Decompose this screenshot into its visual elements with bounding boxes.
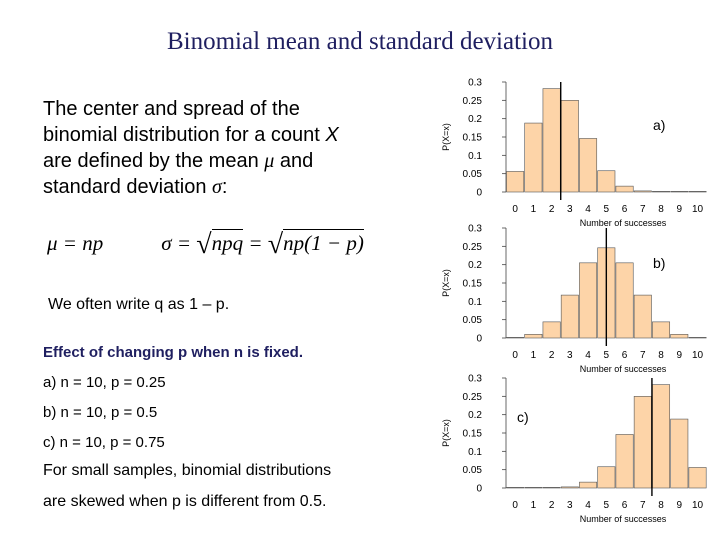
slide-title: Binomial mean and standard deviation [166,28,553,55]
y-tick-label: 0 [476,333,482,345]
y-tick-label: 0.05 [462,315,482,327]
x-tick-label: 2 [548,204,555,215]
bar [506,337,523,338]
effect-heading: Effect of changing p when n is fixed. [43,344,304,361]
y-tick-label: 0.3 [468,223,482,235]
bar [689,467,706,488]
panel-label: a) [653,117,666,133]
y-tick-label: 0.2 [468,114,482,126]
bar [543,322,560,338]
x-tick-label: 4 [585,350,591,361]
x-tick-label: 1 [530,500,537,511]
bar [652,322,669,338]
bar [525,123,542,192]
intro-symbol-sigma: σ [212,176,222,198]
bar [525,334,542,338]
x-tick-label: 9 [676,500,683,511]
x-tick-label: 3 [567,204,573,215]
intro-line-2-text: binomial distribution for a count [43,124,326,146]
x-tick-label: 1 [530,350,537,361]
x-axis-label: Number of successes [579,218,667,228]
x-tick-label: 3 [567,350,573,361]
bar [689,337,706,338]
x-tick-label: 6 [621,500,628,511]
bar [561,487,578,488]
x-tick-label: 9 [676,350,683,361]
y-tick-label: 0.25 [462,241,482,253]
y-axis-label: P(X=x) [441,123,451,151]
x-tick-label: 4 [585,204,591,215]
bar [579,263,596,338]
bar [579,482,596,488]
sqrt-symbol-1: √ [196,229,212,260]
x-tick-label: 8 [658,350,664,361]
bar [561,100,578,192]
x-tick-label: 6 [621,350,628,361]
x-tick-label: 2 [548,350,555,361]
y-tick-label: 0.15 [462,132,482,144]
bar [598,467,615,488]
y-tick-label: 0.05 [462,169,482,181]
intro-var-x: X [325,124,339,146]
x-tick-label: 1 [530,204,537,215]
formula-block [47,226,364,258]
x-tick-label: 9 [676,204,683,215]
histogram-b [425,220,720,375]
intro-symbol-mu: μ [264,150,275,172]
bar [561,295,578,338]
x-tick-label: 7 [640,204,646,215]
bar [616,434,633,488]
x-tick-label: 3 [567,500,573,511]
bar [616,263,633,338]
intro-line-3-end: and [274,150,314,172]
panel-label: c) [517,409,529,425]
bar [652,191,669,192]
x-tick-label: 0 [512,350,518,361]
bar [671,334,688,338]
panel-label: b) [653,255,666,271]
sd-formula-lhs: σ = [161,231,197,255]
bar [652,385,669,488]
x-tick-label: 8 [658,500,664,511]
x-tick-label: 10 [691,350,704,361]
sd-formula-rhs: np(1 − p) [283,231,364,255]
sqrt-symbol-2: √ [267,229,284,260]
y-tick-label: 0.1 [468,150,482,162]
intro-line-3 [43,148,433,174]
y-tick-label: 0.25 [462,95,482,107]
y-tick-label: 0.3 [468,373,482,385]
histogram-a [425,74,720,229]
x-tick-label: 0 [512,500,518,511]
x-tick-label: 10 [691,500,704,511]
y-tick-label: 0.05 [462,465,482,477]
conclusion-line-2: are skewed when p is different from 0.5. [43,493,327,510]
y-tick-label: 0 [476,483,482,495]
intro-line-2 [43,122,433,148]
y-tick-label: 0.15 [462,428,482,440]
bar [671,191,688,192]
x-tick-label: 7 [640,350,646,361]
bar [616,186,633,192]
intro-line-4-end: : [221,176,228,198]
sd-formula-eq: = [243,231,268,255]
case-a: a) n = 10, p = 0.25 [43,374,166,391]
bar [525,487,542,488]
y-axis-label: P(X=x) [441,419,451,447]
y-tick-label: 0.25 [462,391,482,403]
q-note: We often write q as 1 – p. [48,296,230,313]
bar [634,191,651,192]
histogram-c [425,370,720,525]
y-axis-label: P(X=x) [441,269,451,297]
x-tick-label: 7 [640,500,646,511]
mean-formula: μ = np [47,231,104,255]
bar [689,191,706,192]
bar [543,89,560,192]
bar [506,171,523,192]
intro-line-3-text: are defined by the mean [43,150,265,172]
bar [598,171,615,192]
x-tick-label: 8 [658,204,664,215]
x-tick-label: 6 [621,204,628,215]
bar [543,487,560,488]
y-tick-label: 0.15 [462,278,482,290]
bar [634,295,651,338]
y-tick-label: 0.2 [468,260,482,272]
y-tick-label: 0 [476,187,482,199]
intro-text [43,96,433,200]
y-tick-label: 0.2 [468,410,482,422]
y-tick-label: 0.1 [468,296,482,308]
bar [506,487,523,488]
x-tick-label: 5 [603,350,610,361]
y-tick-label: 0.3 [468,77,482,89]
x-tick-label: 5 [603,500,610,511]
conclusion-line-1: For small samples, binomial distributions [43,462,332,479]
case-c: c) n = 10, p = 0.75 [43,434,165,451]
x-axis-label: Number of successes [579,514,667,524]
y-tick-label: 0.1 [468,446,482,458]
x-tick-label: 2 [548,500,555,511]
bar [579,138,596,192]
bar [671,419,688,488]
x-axis-label: Number of successes [579,364,667,374]
x-tick-label: 0 [512,204,518,215]
case-b: b) n = 10, p = 0.5 [43,404,158,421]
x-tick-label: 5 [603,204,610,215]
bar [634,396,651,488]
intro-line-4 [43,174,433,200]
intro-line-1: The center and spread of the [43,98,300,120]
intro-line-4-text: standard deviation [43,176,213,198]
x-tick-label: 10 [691,204,704,215]
sd-formula-mid: npq [211,231,244,255]
x-tick-label: 4 [585,500,591,511]
